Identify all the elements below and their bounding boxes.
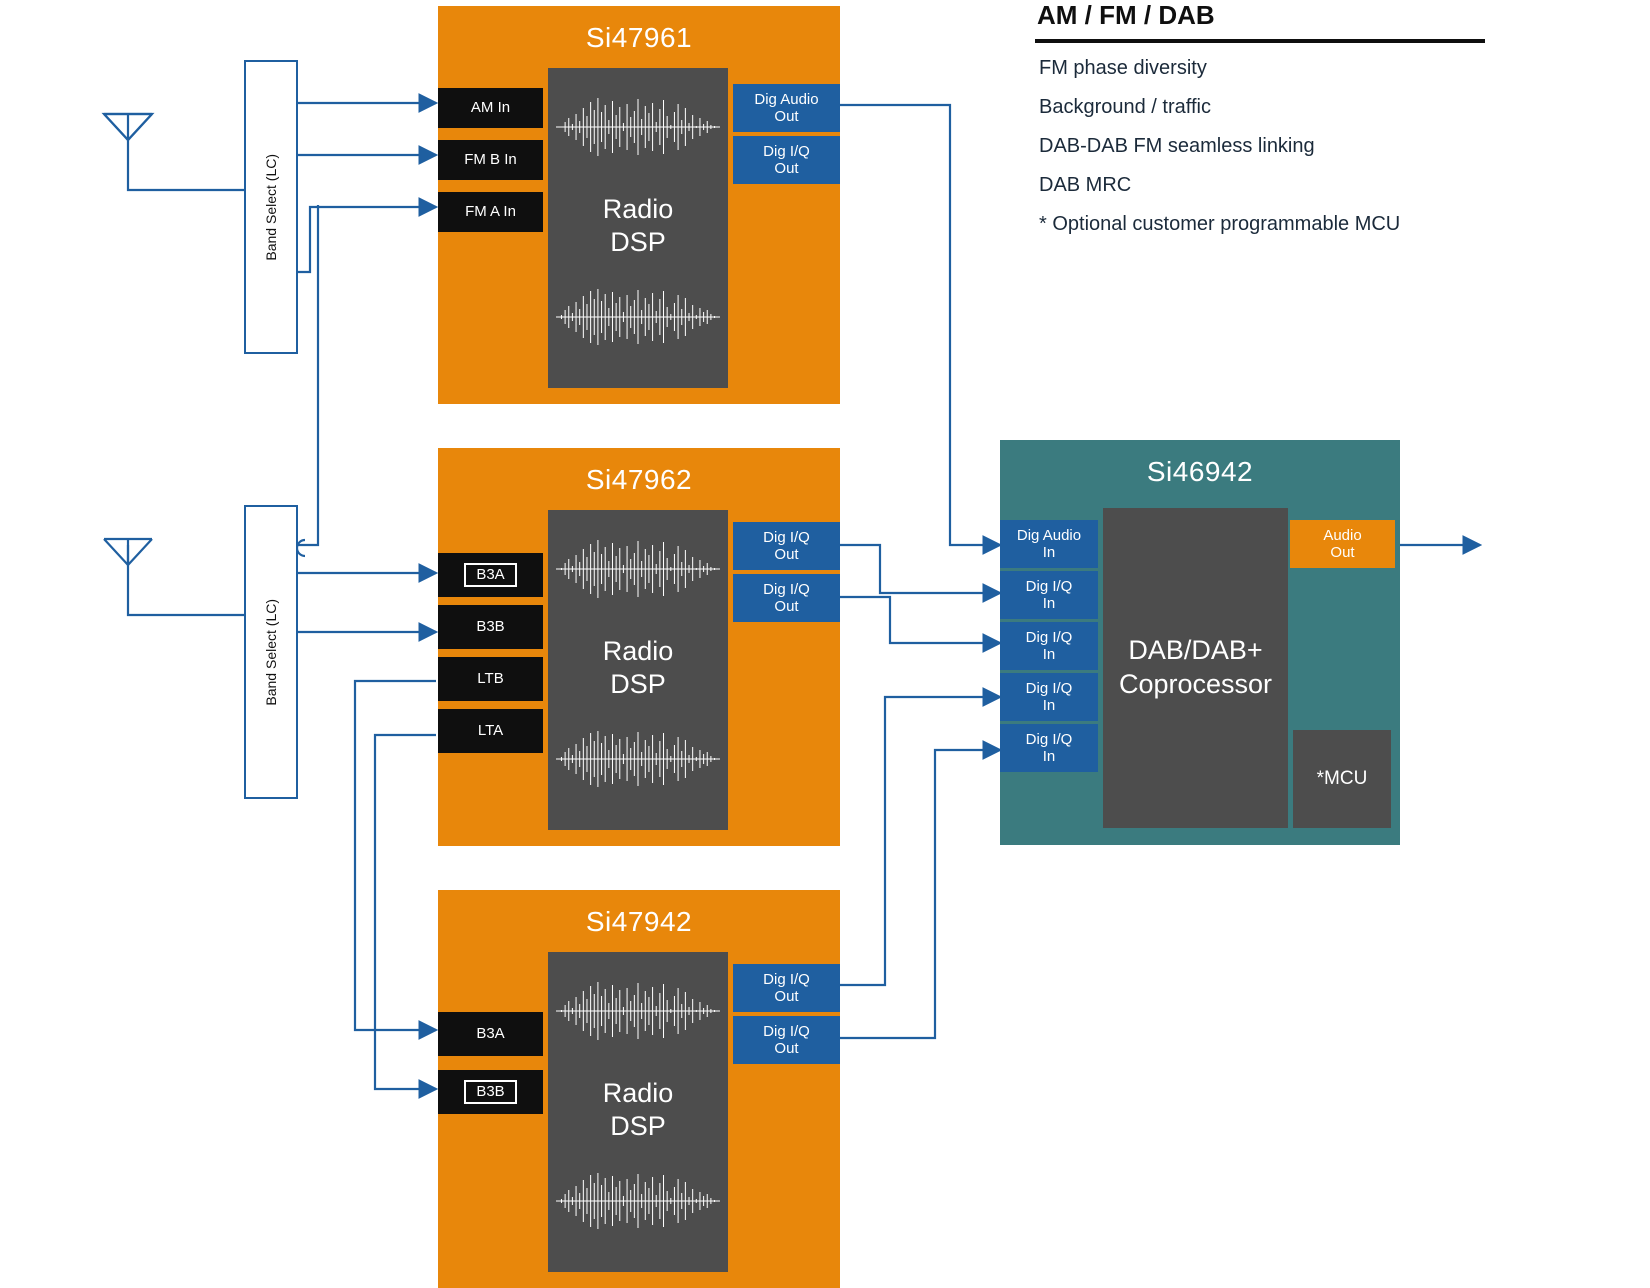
dsp-line1: Radio: [602, 194, 674, 224]
port-b3a-62[interactable]: [438, 553, 543, 600]
chip-si46942-title: Si46942: [1146, 456, 1254, 487]
chip-si47942-radio-dsp: [548, 952, 728, 1272]
port-dig-iq-in-1-l1: Dig I/Q: [1025, 577, 1073, 595]
port-am-in-label: AM In: [470, 99, 511, 117]
dab-coprocessor-core: [1103, 508, 1288, 828]
port-dig-iq-out-42-2-l2: Out: [774, 1040, 799, 1057]
dsp-line2: DSP: [610, 668, 666, 699]
port-fm-b-in[interactable]: [438, 140, 543, 183]
port-b3b-62[interactable]: [438, 605, 543, 652]
port-dig-iq-out-62-2-l2: Out: [774, 598, 799, 615]
port-dig-iq-out-42-1[interactable]: [733, 964, 840, 1012]
port-ltb-62-label: LTB: [477, 670, 504, 688]
port-dig-iq-out-42-2-l1: Dig I/Q: [763, 1022, 810, 1040]
port-dig-iq-in-2-l2: In: [1042, 646, 1056, 663]
port-b3a-42[interactable]: [438, 1012, 543, 1059]
band-select-bottom: [244, 505, 298, 799]
port-dig-iq-out-42-2[interactable]: [733, 1016, 840, 1064]
legend-item-3: DAB MRC: [1039, 174, 1132, 196]
port-b3a-62-label: B3A: [464, 563, 516, 586]
port-audio-out-l2: Out: [1330, 544, 1355, 561]
port-ltb-62[interactable]: [438, 657, 543, 704]
port-dig-iq-out-1-l1: Dig I/Q: [763, 142, 810, 160]
band-select-top: [244, 60, 298, 354]
dsp-line1: Radio: [602, 1078, 674, 1108]
waveform-top: [556, 980, 720, 1042]
waveform-top: [556, 96, 720, 158]
chip-si47961: [438, 6, 840, 404]
port-fm-b-in-label: FM B In: [464, 151, 517, 169]
chip-si47942: [438, 890, 840, 1288]
port-dig-iq-out-62-1[interactable]: [733, 522, 840, 570]
mcu-label: *MCU: [1316, 768, 1368, 789]
port-dig-audio-in[interactable]: [1000, 520, 1098, 568]
port-lta-62-label: LTA: [477, 722, 504, 740]
dsp-line2: DSP: [610, 1110, 666, 1141]
waveform-bottom: [556, 1170, 720, 1232]
port-lta-62[interactable]: [438, 709, 543, 756]
port-dig-iq-in-4-l2: In: [1042, 748, 1056, 765]
port-dig-iq-out-62-1-l2: Out: [774, 546, 799, 563]
port-dig-iq-out-62-1-l1: Dig I/Q: [763, 528, 810, 546]
chip-si47942-title: Si47942: [585, 906, 693, 937]
waveform-bottom: [556, 286, 720, 348]
legend-item-0: FM phase diversity: [1039, 57, 1207, 79]
dsp-line2: DSP: [610, 226, 666, 257]
port-dig-iq-out-62-2-l1: Dig I/Q: [763, 580, 810, 598]
port-dig-iq-in-4-l1: Dig I/Q: [1025, 730, 1073, 748]
band-select-top-label: Band Select (LC): [263, 153, 279, 261]
port-dig-iq-in-3-l1: Dig I/Q: [1025, 679, 1073, 697]
port-dig-iq-in-4[interactable]: [1000, 724, 1098, 772]
legend-item-1: Background / traffic: [1039, 96, 1211, 118]
port-dig-iq-in-3-l2: In: [1042, 697, 1056, 714]
port-audio-out-l1: Audio: [1323, 526, 1362, 544]
dsp-line1: Radio: [602, 636, 674, 666]
chip-si47962-radio-dsp: [548, 510, 728, 830]
chip-si47961-radio-dsp: [548, 68, 728, 388]
copro-core-line2: Coprocessor: [1118, 669, 1273, 699]
band-select-bottom-label: Band Select (LC): [263, 598, 279, 706]
legend-title: AM / FM / DAB: [1037, 0, 1215, 30]
port-am-in[interactable]: [438, 88, 543, 131]
mcu-block: [1293, 730, 1391, 828]
chip-si47962: [438, 448, 840, 846]
port-dig-iq-out-1-l2: Out: [774, 160, 799, 177]
chip-si46942: [1000, 440, 1400, 845]
port-b3a-42-label: B3A: [476, 1025, 505, 1043]
port-dig-audio-out-1-l2: Out: [774, 108, 799, 125]
port-dig-audio-in-l1: Dig Audio: [1016, 526, 1082, 544]
port-dig-iq-out-1[interactable]: [733, 136, 840, 184]
port-fm-a-in-label: FM A In: [465, 203, 516, 221]
port-b3b-62-label: B3B: [476, 618, 505, 636]
port-b3b-42-label: B3B: [464, 1080, 516, 1103]
waveform-bottom: [556, 728, 720, 790]
port-dig-iq-out-62-2[interactable]: [733, 574, 840, 622]
chip-si47961-dsp-label: [548, 193, 728, 259]
port-fm-a-in[interactable]: [438, 192, 543, 235]
waveform-top: [556, 538, 720, 600]
port-dig-audio-out-1-l1: Dig Audio: [754, 90, 819, 108]
port-dig-audio-out-1[interactable]: [733, 84, 840, 132]
chip-si47962-title: Si47962: [585, 464, 693, 495]
port-dig-iq-in-2[interactable]: [1000, 622, 1098, 670]
legend-panel: [1035, 0, 1505, 252]
legend-item-4: * Optional customer programmable MCU: [1039, 213, 1401, 235]
chip-si47961-title: Si47961: [585, 22, 693, 53]
copro-core-line1: DAB/DAB+: [1128, 635, 1263, 666]
port-b3b-42[interactable]: [438, 1070, 543, 1117]
chip-si47942-dsp-label: [548, 1077, 728, 1143]
legend-item-2: DAB-DAB FM seamless linking: [1039, 135, 1315, 157]
port-audio-out[interactable]: [1290, 520, 1395, 568]
port-dig-iq-in-3[interactable]: [1000, 673, 1098, 721]
port-dig-audio-in-l2: In: [1042, 544, 1056, 561]
legend-divider: [1035, 39, 1485, 43]
port-dig-iq-in-1[interactable]: [1000, 571, 1098, 619]
port-dig-iq-out-42-1-l1: Dig I/Q: [763, 970, 810, 988]
port-dig-iq-in-2-l1: Dig I/Q: [1025, 628, 1073, 646]
port-dig-iq-out-42-1-l2: Out: [774, 988, 799, 1005]
port-dig-iq-in-1-l2: In: [1042, 595, 1056, 612]
chip-si47962-dsp-label: [548, 635, 728, 701]
